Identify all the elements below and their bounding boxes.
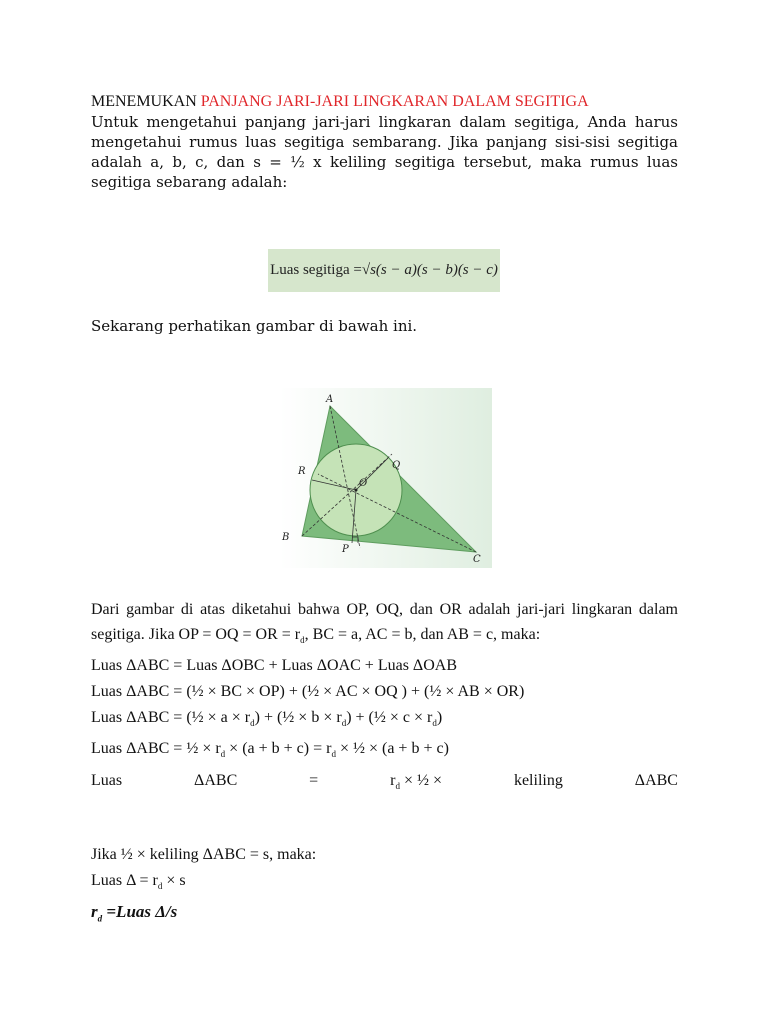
conclusion-line-1: Jika ½ × keliling ΔABC = s, maka: (91, 846, 317, 863)
intro-paragraph: Untuk mengetahui panjang jari-jari lingkaran dalam segitiga, Anda harus mengetahui rumus luas segitiga sembarang. Jika panjang sisi-sisi segitiga adalah a, b, c, dan s = ½ x keliling segitiga tersebut, maka rumus luas segitiga sebarang adalah: (91, 113, 678, 191)
l4a: Luas ΔABC = ½ × r (91, 740, 221, 758)
l3-sub1: d (250, 718, 255, 729)
derivation-line-5 (91, 768, 678, 799)
final-formula (91, 899, 316, 931)
derivation-line-4 (91, 736, 678, 767)
title-part-black: MENEMUKAN (91, 93, 201, 110)
final-r: r (91, 902, 98, 922)
c2a: Luas Δ = r (91, 872, 158, 889)
l3d: ) (436, 709, 443, 727)
label-b: B (282, 532, 290, 543)
document-body (91, 92, 678, 192)
incircle-triangle-figure (280, 388, 492, 568)
final-rest: =Luas Δ/s (102, 902, 178, 922)
label-r: R (298, 466, 306, 477)
label-a: A (326, 394, 334, 405)
label-p: P (342, 544, 349, 555)
l5-word5: keliling (513, 771, 563, 789)
derivation-section (91, 597, 678, 799)
l5-word2: ΔABC (194, 771, 238, 789)
l5-r: r (390, 771, 396, 789)
final-sub: d (97, 913, 103, 924)
label-c: C (473, 554, 481, 565)
derivation-text: Dari gambar di atas diketahui bahwa OP, OQ, dan OR adalah jari-jari lingkaran dalam segitiga. Jika OP = OQ = OR = r (91, 601, 678, 643)
derivation-line-1: Luas ΔABC = Luas ΔOBC + Luas ΔOAC + Luas ΔOAB (91, 657, 457, 675)
figure-intro-text: Sekarang perhatikan gambar di bawah ini. (91, 317, 418, 335)
l4b: × (a + b + c) = r (225, 740, 332, 758)
l5-word6: ΔABC (634, 771, 678, 789)
l4c: × ½ × (a + b + c) (335, 740, 449, 758)
l3c: ) + (½ × c × r (346, 709, 433, 727)
label-q: Q (392, 460, 401, 471)
l3b: ) + (½ × b × r (254, 709, 342, 727)
derivation-tail: , BC = a, AC = b, dan AB = c, maka: (304, 626, 541, 643)
l4-sub2: d (331, 749, 336, 760)
derivation-line-3 (91, 705, 678, 736)
l5-sub: d (395, 780, 400, 791)
l5-word3: = (309, 771, 319, 789)
title-part-red: PANJANG JARI-JARI LINGKARAN DALAM SEGITIGA (200, 93, 589, 110)
l5-word4 (390, 768, 442, 799)
conclusion-section (91, 842, 316, 932)
c2b: × s (162, 872, 186, 889)
l5-word1: Luas (91, 771, 123, 789)
label-o: O (359, 478, 368, 489)
page-title (91, 92, 678, 112)
c2-sub: d (157, 881, 163, 892)
conclusion-line-2 (91, 868, 316, 899)
heron-formula-image (268, 249, 500, 292)
subscript-d: d (300, 635, 305, 646)
l3-sub3: d (432, 718, 437, 729)
formula-expression: √s(s − a)(s − b)(s − c) (361, 262, 498, 278)
l3-sub2: d (341, 718, 347, 729)
center-dot (355, 489, 358, 492)
derivation-paragraph (91, 597, 678, 653)
l5-half: × ½ × (403, 771, 443, 789)
formula-label: Luas segitiga = (270, 262, 362, 278)
l4-sub1: d (220, 749, 226, 760)
l3a: Luas ΔABC = (½ × a × r (91, 709, 251, 727)
derivation-line-2: Luas ΔABC = (½ × BC × OP) + (½ × AC × OQ ) + (½ × AB × OR) (91, 683, 525, 701)
